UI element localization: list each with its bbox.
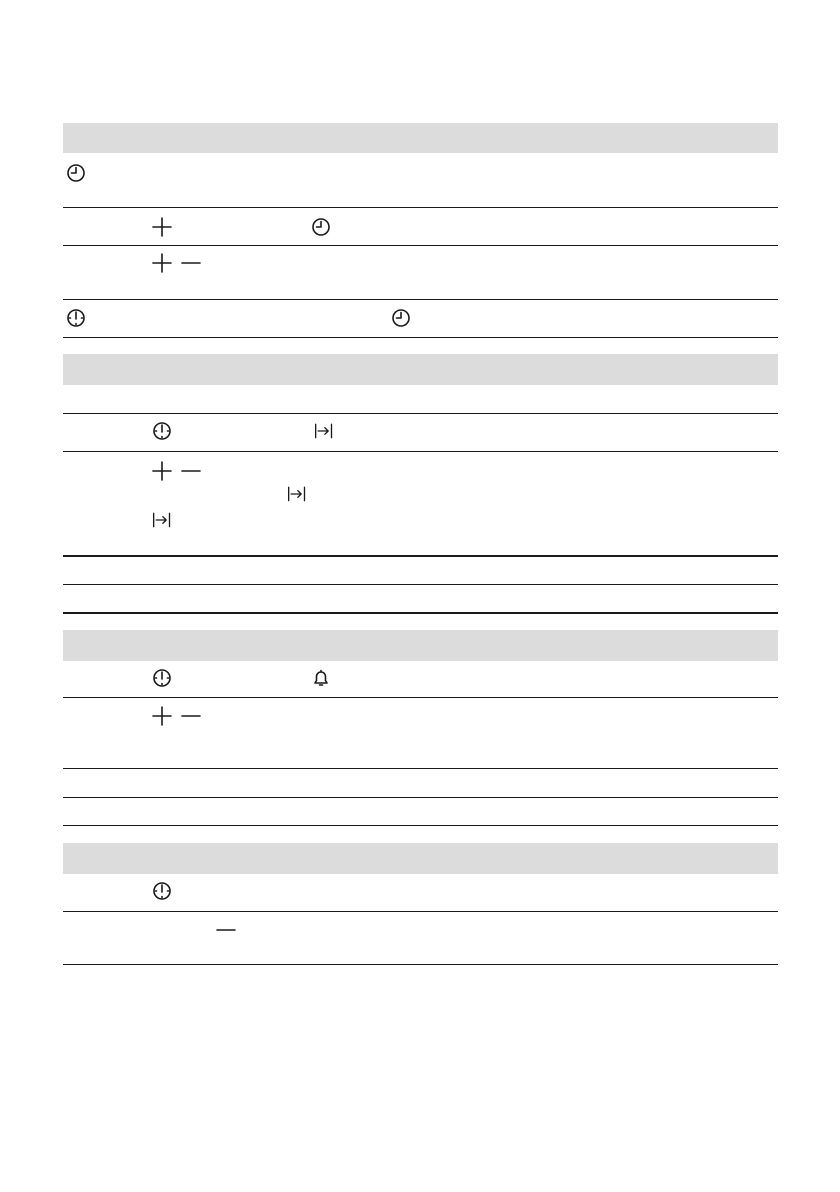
minus-icon: [181, 461, 201, 481]
section-header-duration: [63, 354, 778, 385]
end-arrow-icon: [314, 421, 334, 441]
minus-icon: [181, 706, 201, 726]
clock-icon: [311, 217, 331, 237]
row-divider: [63, 797, 778, 798]
row-divider: [63, 825, 778, 826]
end-arrow-icon: [152, 510, 172, 530]
minus-icon: [216, 920, 236, 940]
plus-icon: [152, 461, 172, 481]
clock-icon: [391, 308, 411, 328]
timer-icon: [66, 308, 86, 328]
row-divider: [63, 584, 778, 585]
bell-icon: [311, 668, 331, 688]
row-divider: [63, 451, 778, 452]
section-header-timer-cancel: [63, 843, 778, 874]
clock-icon: [66, 163, 86, 183]
plus-icon: [152, 706, 172, 726]
table-divider: [63, 555, 778, 557]
timer-icon: [152, 668, 172, 688]
row-divider: [63, 413, 778, 414]
row-divider: [63, 299, 778, 300]
minus-icon: [181, 253, 201, 273]
row-divider: [63, 697, 778, 698]
end-arrow-icon: [287, 484, 307, 504]
plus-icon: [152, 253, 172, 273]
table-divider: [63, 612, 778, 614]
section-header-minute-minder: [63, 630, 778, 661]
row-divider: [63, 337, 778, 338]
row-divider: [63, 245, 778, 246]
plus-icon: [152, 217, 172, 237]
row-divider: [63, 207, 778, 208]
section-header-clock: [63, 123, 778, 153]
timer-icon: [152, 881, 172, 901]
row-divider: [63, 911, 778, 912]
timer-icon: [152, 421, 172, 441]
row-divider: [63, 964, 778, 965]
row-divider: [63, 768, 778, 769]
